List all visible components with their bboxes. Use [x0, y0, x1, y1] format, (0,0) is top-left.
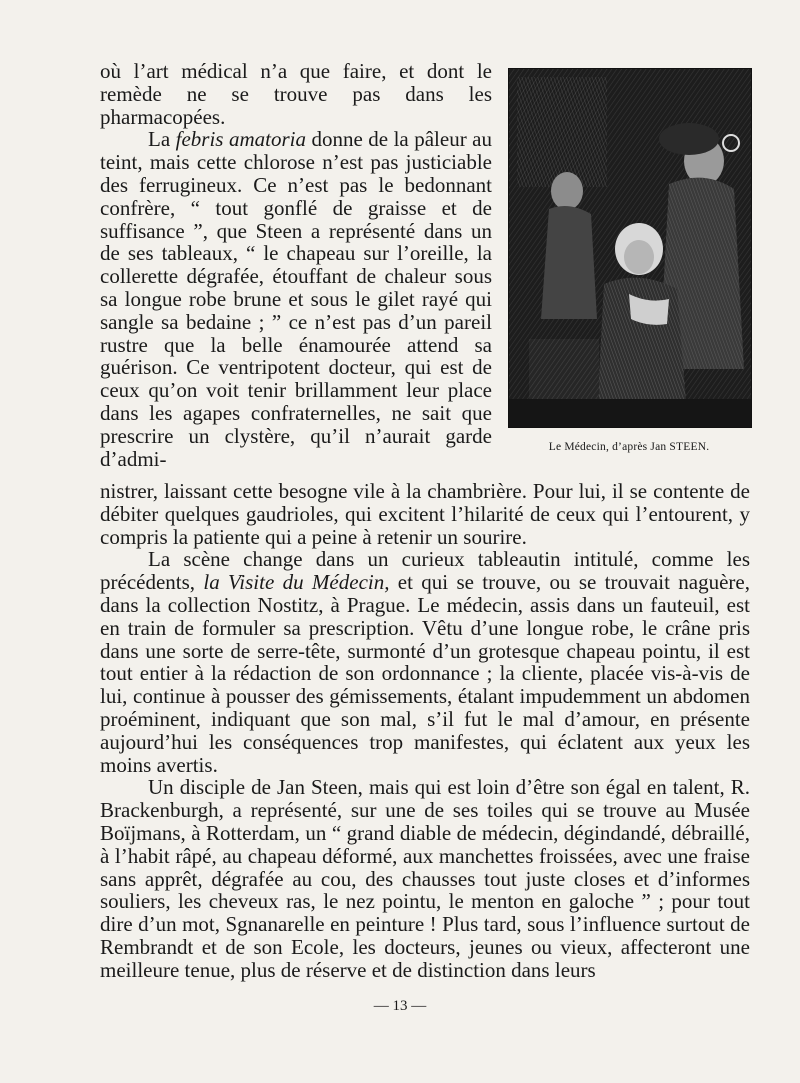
paragraph-4-after: et qui se trouve, ou se trouvait naguère, dans la collection Nostitz, à Prague. Le médecin, assis dans un fauteuil, est en train de formuler sa prescription. Vêtu d’une longue robe, le crâne pris dans une sorte de serre-tête, surmonté d’un grotesque chapeau pointu, il est tout entier à la rédaction de son ordonnance ; la cliente, placée vis-à-vis de lui, continue à pousser des gémissements, étalant impudemment un abdomen proéminent, indiquant que son mal, s’il fut le mal d’amour, en présente aujourd’hui les conséquences trop manifestes, qui éclatent aux yeux les moins avertis. — [100, 570, 750, 777]
text-column-top — [100, 60, 492, 470]
paragraph-5: Un disciple de Jan Steen, mais qui est loin d’être son égal en talent, R. Brackenburgh, a représenté, sur une de ses toiles qui se trouve au Musée Boïjmans, à Rotterdam, un “ grand diable de médecin, dégindandé, débraillé, à l’habit râpé, au chapeau déformé, aux manchettes froissées, avec une fraise sans apprêt, dégrafée au cou, des chausses tout juste closes et d’informes souliers, les cheveux ras, le nez pointu, le menton en galoche ” ; pour tout dire d’un mot, Sgnanarelle en peinture ! Plus tard, sous l’influence surtout de Rembrandt et de son Ecole, les docteurs, jeunes ou vieux, affecteront une meilleure tenue, plus de réserve et de distinction dans leurs — [100, 775, 750, 982]
engraving-illustration — [508, 68, 752, 428]
paragraph-4 — [100, 548, 750, 776]
text-column-bottom — [100, 480, 750, 982]
paragraph-3: nistrer, laissant cette besogne vile à la chambrière. Pour lui, il se contente de débiter quelques gaudrioles, qui excitent l’hilarité de ceux qui l’entourent, y compris la patiente qui a peine à retenir un sourire. — [100, 479, 750, 549]
paragraph-2 — [100, 128, 492, 470]
paragraph-4-before: La scène change dans un curieux tableautin intitulé, comme les précédents, — [100, 547, 750, 595]
paragraph-2-before: La — [148, 127, 176, 152]
figure-caption: Le Médecin, d’après Jan STEEN. — [548, 441, 710, 453]
page-number: — 13 — — [373, 998, 427, 1014]
engraving-image — [509, 69, 751, 427]
paragraph-1: où l’art médical n’a que faire, et dont le remède ne se trouve pas dans les pharmacopées. — [100, 59, 492, 129]
paragraph-2-after: donne de la pâleur au teint, mais cette chlorose n’est pas justiciable des ferrugineux. Ce n’est pas le bedonnant confrère, “ tout gonflé de graisse et de suffisance ”, que Steen a représenté dans un de ses tableaux, “ le chapeau sur l’oreille, la collerette dégrafée, étouffant de chaleur sous sa longue robe brune et sous le gilet rayé qui sangle sa bedaine ; ” ce n’est pas d’un pareil rustre que la belle énamourée attend sa guérison. Ce ventripotent docteur, qui est de ceux qu’on voit tenir brillamment leur place dans les agapes confraternelles, ne sait que prescrire un clystère, qu’il n’aurait garde d’admi- — [100, 127, 492, 471]
paragraph-2-italic: febris amatoria — [175, 127, 306, 152]
paragraph-4-italic: la Visite du Médecin, — [203, 570, 390, 595]
